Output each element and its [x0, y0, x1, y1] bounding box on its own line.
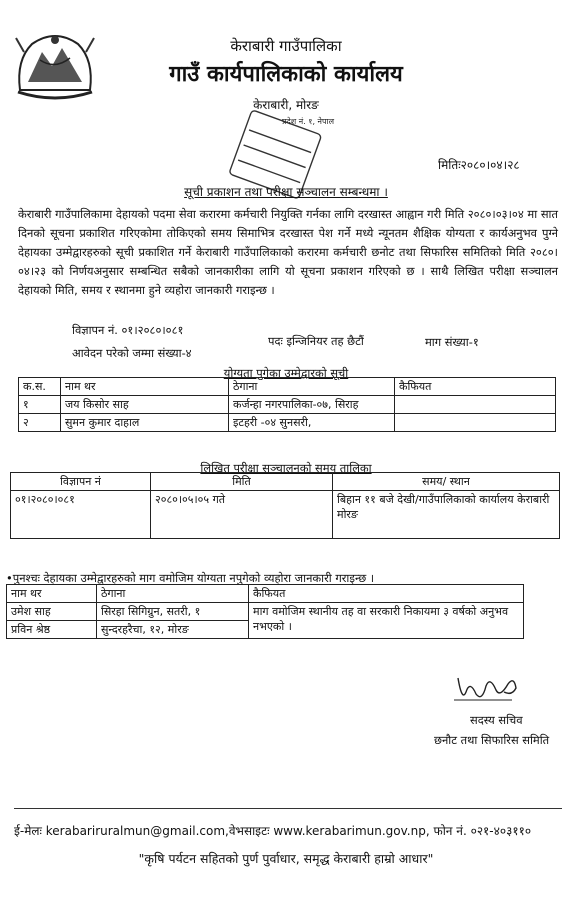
cell-name: प्रविन श्रेष्ठ — [7, 621, 97, 639]
header-serial: क.स. — [19, 378, 61, 396]
application-count: आवेदन परेको जम्मा संख्या-४ — [72, 346, 192, 360]
cell-address: सुन्दरहरैचा, १२, मोरङ — [97, 621, 249, 639]
municipality-name: केराबारी गाउँपालिका — [230, 37, 342, 55]
ad-number: विज्ञापन नं. ०१।२०८०।०८१ — [72, 323, 184, 337]
footer-slogan: "कृषि पर्यटन सहितको पुर्ण पुर्वाधार, समृद्ध केराबारी हाम्रो आधार" — [138, 851, 434, 866]
header-remarks: कैफियत — [249, 585, 524, 603]
ineligible-candidates-table — [6, 584, 524, 639]
office-title: गाउँ कार्यपालिकाको कार्यालय — [169, 62, 403, 87]
cell-ad-number: ०१।२०८०।०८१ — [11, 491, 151, 539]
cell-serial: १ — [19, 396, 61, 414]
cell-remarks — [395, 414, 556, 432]
cell-time-place: बिहान ११ बजे देखी/गाउँपालिकाको कार्यालय केराबारी मोरङ — [333, 491, 560, 539]
handwritten-signature — [452, 672, 522, 706]
letter-date: मितिः२०८०।०४।२८ — [438, 158, 520, 172]
header-name: नाम थर — [7, 585, 97, 603]
table-row — [7, 603, 524, 621]
post-title: पदः इन्जिनियर तह छैटौं — [268, 334, 364, 348]
eligible-list-caption: योग्यता पुगेका उम्मेद्वारको सूची — [223, 366, 349, 380]
cell-name: जय किसोर साह — [61, 396, 229, 414]
table-row — [19, 396, 556, 414]
footer-divider — [14, 808, 562, 809]
committee-name: छनौट तथा सिफारिस समिति — [434, 733, 550, 747]
cell-address: कर्जन्हा नगरपालिका-०७, सिराह — [229, 396, 395, 414]
stamp-text: प्रदेश नं. १, नेपाल — [282, 117, 335, 126]
contact-info: ई-मेलः kerabariruralmun@gmail.com,वेभसाइटः www.kerabarimun.gov.np, फोन नं. ०२१-४०३११० — [14, 824, 532, 838]
header-address: ठेगाना — [229, 378, 395, 396]
demand-count: माग संख्या-१ — [425, 335, 479, 349]
cell-serial: २ — [19, 414, 61, 432]
header-remarks: कैफियत — [395, 378, 556, 396]
table-header-row — [11, 473, 560, 491]
table-header-row — [19, 378, 556, 396]
subject-line: सूची प्रकाशन तथा परीक्षा सञ्चालन सम्बन्धमा । — [184, 185, 388, 199]
header-name: नाम थर — [61, 378, 229, 396]
exam-schedule-table — [10, 472, 560, 539]
signatory-title: सदस्य सचिव — [470, 713, 523, 727]
header-address: ठेगाना — [97, 585, 249, 603]
eligible-candidates-table — [18, 377, 556, 432]
header-time-place: समय/ स्थान — [333, 473, 560, 491]
table-row — [11, 491, 560, 539]
cell-remarks: माग वमोजिम स्थानीय तह वा सरकारी निकायमा ३ वर्षको अनुभव नभएको । — [249, 603, 524, 639]
header-date: मिति — [151, 473, 333, 491]
cell-address: इटहरी -०४ सुनसरी, — [229, 414, 395, 432]
table-header-row — [7, 585, 524, 603]
cell-remarks — [395, 396, 556, 414]
table-row — [19, 414, 556, 432]
cell-name: उमेश साह — [7, 603, 97, 621]
notice-body: केराबारी गाउँपालिकामा देहायको पदमा सेवा करारमा कर्मचारी नियुक्ति गर्नका लागि दरखास्त आह्वान गरी मिति २०८०।०३।०४ मा सात दिनको सूचना प्रकाशित गरिएकोमा तोकिएको समय सिमाभित्र दरखास्त पेश गर्ने मध्ये न्यूनतम शैक्षिक योग्यता र कार्यअनुभव पुग्ने देहायका उम्मेद्वारहरुको सूची प्रकाशित गर्ने केराबारी गाउँपालिकाको करारमा कर्मचारी छनोट तथा सिफारिस समितिको मिति २०८०।०४।२३ को निर्णयअनुसार सम्बन्धित सबैको जानकारीका लागि यो सूचना प्रकाशन गरिएको छ । साथै लिखित परीक्षा सञ्चालन देहायको मिति, समय र स्थानमा हुने व्यहोरा जानकारी गराइन्छ । — [18, 207, 558, 297]
header-ad-number: विज्ञापन नं — [11, 473, 151, 491]
exam-schedule-caption: लिखित परीक्षा सञ्चालनको समय तालिका — [200, 461, 372, 475]
office-address: केराबारी, मोरङ — [253, 98, 319, 112]
cell-exam-date: २०८०।०५।०५ गते — [151, 491, 333, 539]
cell-name: सुमन कुमार दाहाल — [61, 414, 229, 432]
cell-address: सिरहा सिगिग्रुन, सतरी, १ — [97, 603, 249, 621]
postscript-note: •पुनश्चः देहायका उम्मेद्वारहरुको माग वमोजिम योग्यता नपुगेको व्यहोरा जानकारी गराइन्छ । — [6, 571, 375, 585]
